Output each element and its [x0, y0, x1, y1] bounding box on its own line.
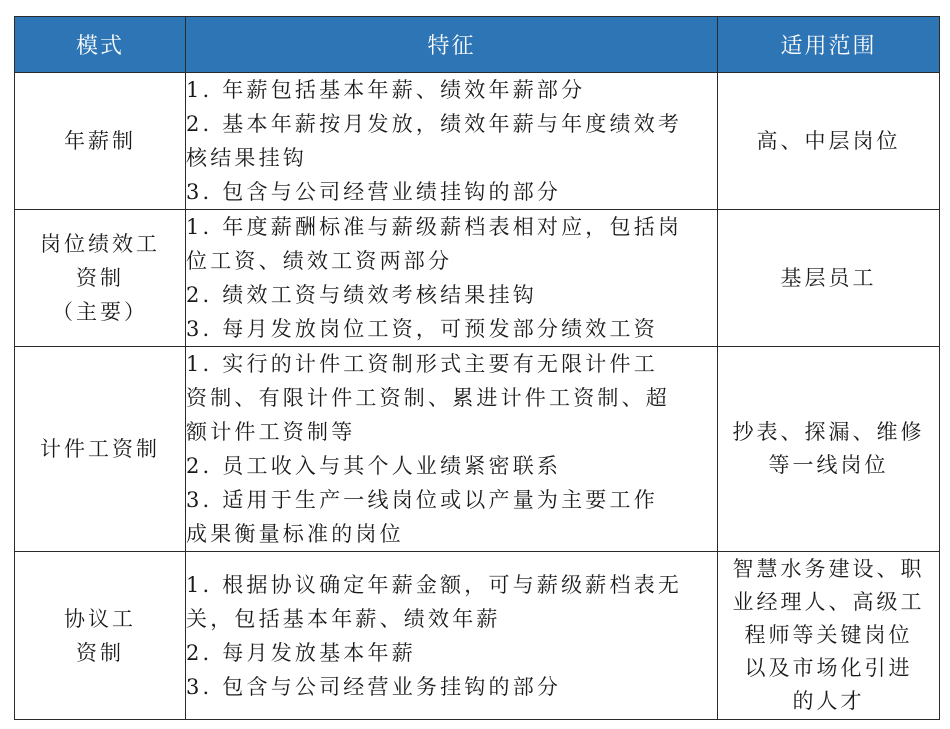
features-cell — [186, 347, 718, 552]
scope-text: 抄表、探漏、维修 — [732, 420, 925, 444]
header-features: 特征 — [186, 17, 718, 73]
mode-text: 年薪制 — [64, 129, 136, 153]
feature-line: 2. 基本年薪按月发放，绩效年薪与年度绩效考 — [186, 112, 683, 136]
table-row-agreement — [15, 552, 940, 720]
scope-text: 业经理人、高级工 — [732, 590, 925, 614]
feature-line: 1. 年度薪酬标准与薪级薪档表相对应，包括岗 — [186, 215, 683, 239]
scope-text: 等一线岗位 — [768, 453, 889, 477]
scope-text: 程师等关键岗位 — [744, 623, 913, 647]
feature-line: 核结果挂钩 — [186, 146, 307, 170]
feature-line: 1. 年薪包括基本年薪、绩效年薪部分 — [186, 78, 586, 102]
feature-line: 成果衡量标准的岗位 — [186, 522, 404, 546]
feature-line: 3. 每月发放岗位工资，可预发部分绩效工资 — [186, 317, 658, 341]
scope-text: 基层员工 — [780, 265, 877, 290]
salary-mode-table — [14, 16, 940, 720]
features-cell — [186, 210, 718, 347]
mode-cell — [15, 552, 186, 720]
mode-cell — [15, 73, 186, 210]
mode-text: 资制 — [76, 640, 124, 665]
scope-text: 以及市场化引进 — [744, 656, 913, 680]
scope-cell — [718, 552, 940, 720]
table-row-position-performance — [15, 210, 940, 347]
scope-text: 的人才 — [792, 689, 865, 713]
feature-line: 2. 绩效工资与绩效考核结果挂钩 — [186, 283, 537, 307]
feature-line: 1. 根据协议确定年薪金额，可与薪级薪档表无 — [186, 572, 683, 597]
table-row-annual-salary — [15, 73, 940, 210]
scope-text: 智慧水务建设、职 — [732, 557, 925, 581]
mode-text: 岗位绩效工 — [40, 232, 160, 256]
mode-cell — [15, 210, 186, 347]
features-cell — [186, 552, 718, 720]
scope-cell — [718, 210, 940, 347]
mode-text: 协议工 — [64, 606, 136, 631]
mode-text: 资制 — [76, 266, 124, 290]
table-row-piece-rate — [15, 347, 940, 552]
scope-cell — [718, 347, 940, 552]
feature-line: 额计件工资制等 — [186, 420, 356, 444]
feature-line: 3. 适用于生产一线岗位或以产量为主要工作 — [186, 488, 658, 512]
feature-line: 2. 员工收入与其个人业绩紧密联系 — [186, 454, 562, 478]
feature-line: 2. 每月发放基本年薪 — [186, 640, 416, 665]
feature-line: 1. 实行的计件工资制形式主要有无限计件工 — [186, 352, 658, 376]
header-scope: 适用范围 — [718, 17, 940, 73]
mode-text: 计件工资制 — [40, 437, 160, 461]
feature-line: 资制、有限计件工资制、累进计件工资制、超 — [186, 386, 670, 410]
mode-cell — [15, 347, 186, 552]
mode-text: （主要） — [52, 300, 148, 324]
feature-line: 位工资、绩效工资两部分 — [186, 249, 453, 273]
feature-line: 3. 包含与公司经营业绩挂钩的部分 — [186, 180, 562, 204]
table-header — [15, 17, 940, 73]
feature-line: 关，包括基本年薪、绩效年薪 — [186, 606, 501, 631]
features-cell — [186, 73, 718, 210]
header-mode: 模式 — [15, 17, 186, 73]
scope-text: 高、中层岗位 — [756, 128, 901, 153]
feature-line: 3. 包含与公司经营业务挂钩的部分 — [186, 674, 562, 699]
scope-cell — [718, 73, 940, 210]
